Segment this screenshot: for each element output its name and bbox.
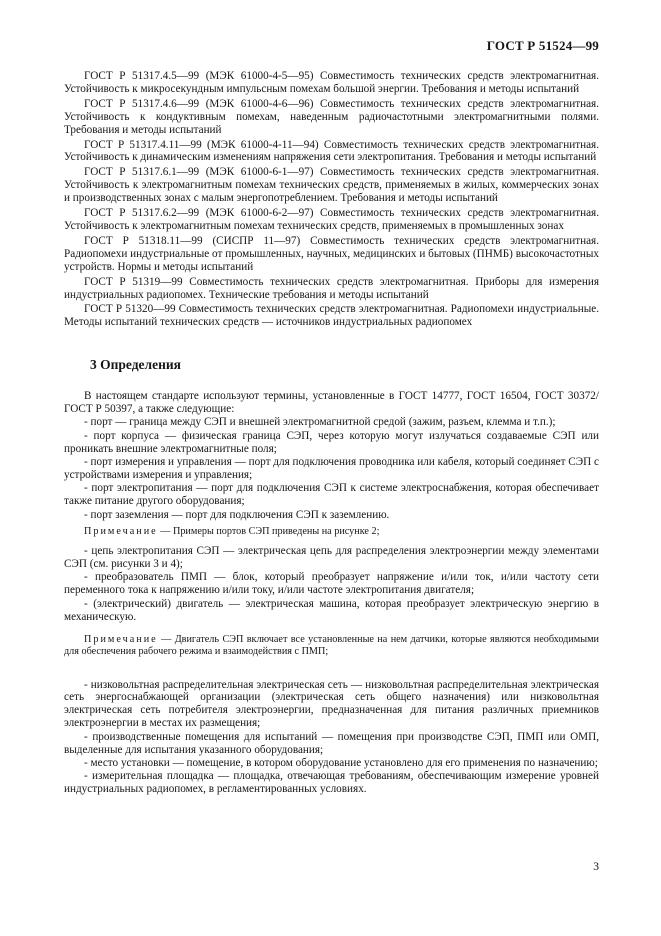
- normative-references-list: [64, 70, 599, 331]
- definition-item: - низковольтная распределительная электрическая сеть — низковольтная распределительная электрическая сеть энергоснабжающей организации (электрическая сеть общего назначения) или низковольтная электрическая сеть потребителя электроэнергии, предназначенная для питания различных приемников электроэнергии в местах их размещения;: [64, 678, 599, 730]
- note-label: Примечание: [84, 525, 158, 537]
- definition-item: - порт корпуса — физическая граница СЭП, через которую могут излучаться создаваемые СЭП или проникать внешние электромагнитные поля;: [64, 429, 599, 455]
- reference-item: ГОСТ Р 51317.4.6—99 (МЭК 61000-4-6—96) Совместимость технических средств электромагнитная. Устойчивость к кондуктивным помехам, наведенным радиочастотными электромагнитными полями. Требования и методы испытаний: [64, 97, 599, 136]
- definitions-intro: В настоящем стандарте используют термины, установленные в ГОСТ 14777, ГОСТ 16504, ГОСТ 30372/ГОСТ Р 50397, а также следующие:: [64, 390, 599, 415]
- definition-item: - (электрический) двигатель — электрическая машина, которая преобразует электрическую энергию в механическую.: [64, 597, 599, 623]
- note: [64, 634, 599, 659]
- reference-item: ГОСТ Р 51317.6.1—99 (МЭК 61000-6-1—97) Совместимость технических средств электромагнитная. Устойчивость к электромагнитным помехам технических средств, применяемых в жилых, коммерческих зонах и производственных зонах с малым энергопотреблением. Требования и методы испытаний: [64, 166, 599, 205]
- definition-item: - порт заземления — порт для подключения СЭП к заземлению.: [84, 508, 390, 521]
- note: [64, 526, 599, 539]
- reference-item: ГОСТ Р 51320—99 Совместимость технических средств электромагнитная. Радиопомехи индустриальные. Методы испытаний технических средств — источников индустриальных радиопомех: [64, 303, 599, 329]
- note-text: — Примеры портов СЭП приведены на рисунке 2;: [157, 525, 380, 537]
- page-number: 3: [593, 861, 599, 873]
- definition-item: - преобразователь ПМП — блок, который преобразует напряжение и/или ток, и/или частоту сети переменного тока к напряжению и/или току, и/или частоте электропитания двигателя;: [64, 571, 599, 597]
- reference-item: ГОСТ Р 51317.4.11—99 (МЭК 61000-4-11—94) Совместимость технических средств электромагнитная. Устойчивость к динамическим изменениям напряжения сети электропитания. Требования и методы испытаний: [64, 138, 599, 164]
- definition-item: - порт — граница между СЭП и внешней электромагнитной средой (зажим, разъем, клемма и т.п.);: [84, 416, 556, 429]
- note-text: — Двигатель СЭП включает все установленные на нем датчики, которые являются необходимыми для обеспечения рабочего режима и взаимодействия с ПМП;: [64, 633, 599, 657]
- note-label: Примечание: [84, 633, 158, 645]
- reference-item: ГОСТ Р 51319—99 Совместимость технических средств электромагнитная. Приборы для измерения индустриальных радиопомех. Технические требования и методы испытаний: [64, 275, 599, 301]
- definitions-list: [64, 390, 599, 797]
- reference-item: ГОСТ Р 51317.6.2—99 (МЭК 61000-6-2—97) Совместимость технических средств электромагнитная. Устойчивость к электромагнитным помехам технических средств, применяемых в промышленных зонах: [64, 207, 599, 232]
- reference-item: ГОСТ Р 51317.4.5—99 (МЭК 61000-4-5—95) Совместимость технических средств электромагнитная. Устойчивость к микросекундным импульсным помехам большой энергии. Требования и методы испытаний: [64, 70, 599, 95]
- reference-item: ГОСТ Р 51318.11—99 (СИСПР 11—97) Совместимость технических средств электромагнитная. Радиопомехи индустриальные от промышленных, научных, медицинских и бытовых (ПНМБ) высокочастотных устройств. Нормы и методы испытаний: [64, 234, 599, 273]
- definition-item: - производственные помещения для испытаний — помещения при производстве СЭП, ПМП или ОМП, выделенные для испытания указанного оборудования;: [64, 730, 599, 756]
- definition-item: - измерительная площадка — площадка, отвечающая требованиям, обеспечивающим измерение уровней индустриальных радиопомех, в регламентированных условиях.: [64, 770, 599, 796]
- section-title: Определения: [100, 357, 181, 372]
- definition-item: - порт измерения и управления — порт для подключения проводника или кабеля, который соединяет СЭП с устройствами измерения и управления;: [64, 456, 599, 481]
- definition-item: - место установки — помещение, в котором оборудование установлено для его применения по назначению;: [84, 756, 598, 769]
- definition-item: - цепь электропитания СЭП — электрическая цепь для распределения электроэнергии между элементами СЭП (см. рисунки 3 и 4);: [64, 545, 599, 570]
- section-number: 3: [90, 357, 97, 372]
- section-heading: [90, 357, 181, 373]
- definition-item: - порт электропитания — порт для подключения СЭП к системе электроснабжения, которая обеспечивает также питание другого оборудования;: [64, 482, 599, 508]
- document-header: ГОСТ Р 51524—99: [486, 38, 599, 53]
